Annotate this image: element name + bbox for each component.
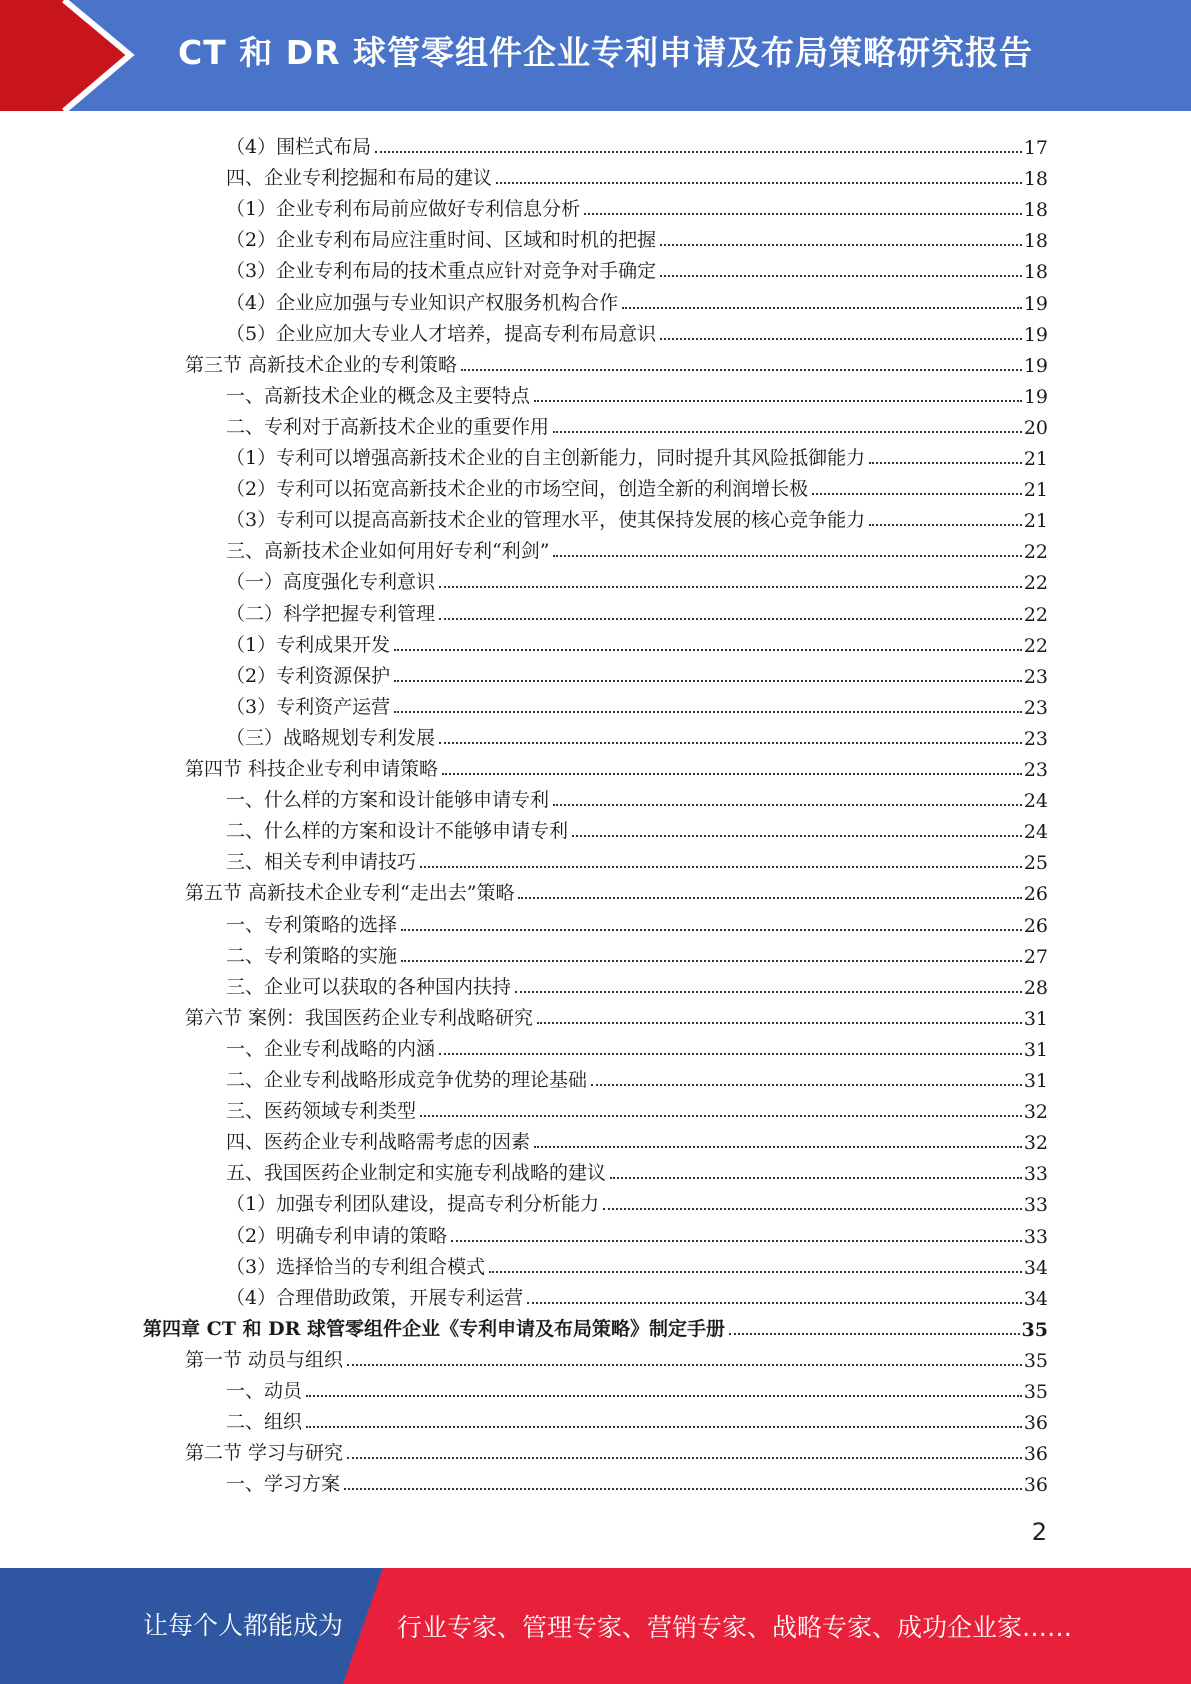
toc-entry-page: 25 [1023, 852, 1048, 875]
toc-entry[interactable] [226, 159, 1048, 190]
toc-dot-leader [729, 1333, 1020, 1335]
toc-entry[interactable] [226, 408, 1048, 439]
header-red-arrow-shape [0, 0, 150, 111]
toc-entry-title: （5）企业应加大专业人才培养，提高专利布局意识 [226, 322, 657, 345]
toc-entry[interactable] [226, 252, 1048, 283]
toc-entry[interactable] [226, 719, 1048, 750]
toc-entry[interactable] [226, 501, 1048, 532]
toc-entry[interactable] [226, 315, 1048, 346]
toc-entry-page: 34 [1023, 1287, 1048, 1310]
toc-entry-title: （3）专利资产运营 [226, 695, 391, 718]
toc-dot-leader [420, 866, 1022, 868]
toc-dot-leader [394, 711, 1022, 713]
toc-dot-leader [451, 1240, 1022, 1242]
page-footer [0, 1568, 1191, 1684]
toc-entry-title: （1）企业专利布局前应做好专利信息分析 [226, 198, 581, 221]
toc-entry-page: 33 [1023, 1163, 1048, 1186]
toc-entry[interactable] [226, 470, 1048, 501]
toc-entry-page: 19 [1023, 323, 1048, 346]
document-title: CT 和 DR 球管零组件企业专利申请及布局策略研究报告 [178, 33, 1033, 72]
toc-entry-page: 31 [1023, 1007, 1048, 1030]
toc-entry[interactable] [143, 1310, 1048, 1341]
toc-dot-leader [401, 960, 1022, 962]
toc-entry-page: 24 [1023, 790, 1048, 813]
toc-entry-page: 36 [1023, 1474, 1048, 1497]
toc-entry-page: 27 [1023, 945, 1048, 968]
toc-entry[interactable] [226, 781, 1048, 812]
toc-entry-title: （4）合理借助政策，开展专利运营 [226, 1286, 524, 1309]
toc-entry-title: （3）专利可以提高高新技术企业的管理水平，使其保持发展的核心竞争能力 [226, 509, 866, 532]
toc-entry-page: 17 [1023, 137, 1048, 159]
toc-dot-leader [496, 182, 1022, 184]
toc-dot-leader [394, 649, 1022, 651]
toc-dot-leader [603, 1208, 1022, 1210]
toc-entry-title: （3）企业专利布局的技术重点应针对竞争对手确定 [226, 260, 657, 283]
toc-entry-title: （1）专利成果开发 [226, 633, 391, 656]
toc-entry[interactable] [226, 1403, 1048, 1434]
toc-entry-title: （4）企业应加强与专业知识产权服务机构合作 [226, 291, 619, 314]
toc-entry-page: 33 [1023, 1225, 1048, 1248]
toc-entry-page: 21 [1023, 479, 1048, 502]
toc-dot-leader [527, 1302, 1022, 1304]
toc-entry-page: 23 [1023, 665, 1048, 688]
toc-entry-page: 36 [1023, 1412, 1048, 1435]
toc-dot-leader [660, 244, 1022, 246]
toc-entry[interactable] [226, 657, 1048, 688]
toc-entry-title: （2）企业专利布局应注重时间、区域和时机的把握 [226, 229, 657, 252]
toc-entry-page: 19 [1023, 292, 1048, 315]
toc-entry[interactable] [226, 595, 1048, 626]
page-header [0, 0, 1191, 111]
toc-entry-page: 32 [1023, 1101, 1048, 1124]
toc-entry-page: 22 [1023, 603, 1048, 626]
toc-dot-leader [869, 462, 1022, 464]
toc-entry-title: 二、专利策略的实施 [226, 944, 398, 967]
toc-entry-title: （2）专利可以拓宽高新技术企业的市场空间，创造全新的利润增长极 [226, 478, 809, 501]
toc-entry-title: （1）加强专利团队建设，提高专利分析能力 [226, 1193, 600, 1216]
toc-entry-page: 26 [1023, 914, 1048, 937]
toc-entry[interactable] [226, 1185, 1048, 1216]
toc-entry-title: 一、企业专利战略的内涵 [226, 1037, 436, 1060]
toc-entry-page: 23 [1023, 727, 1048, 750]
footer-slogan-right: 行业专家、管理专家、营销专家、战略专家、成功企业家…… [397, 1613, 1073, 1642]
toc-entry-page: 19 [1023, 354, 1048, 377]
toc-dot-leader [306, 1395, 1022, 1397]
toc-entry-title: 二、专利对于高新技术企业的重要作用 [226, 415, 550, 438]
toc-entry-title: 第一节 动员与组织 [185, 1348, 344, 1371]
toc-entry-title: 四、企业专利挖掘和布局的建议 [226, 167, 493, 190]
toc-dot-leader [572, 835, 1022, 837]
toc-dot-leader [439, 586, 1022, 588]
toc-entry[interactable] [226, 284, 1048, 315]
toc-dot-leader [347, 1364, 1022, 1366]
toc-entry-page: 34 [1023, 1256, 1048, 1279]
toc-entry[interactable] [226, 968, 1048, 999]
toc-dot-leader [553, 804, 1022, 806]
toc-dot-leader [401, 929, 1022, 931]
toc-dot-leader [660, 275, 1022, 277]
toc-entry-page: 23 [1023, 759, 1048, 781]
toc-entry[interactable] [226, 377, 1048, 408]
toc-entry[interactable] [226, 688, 1048, 719]
toc-entry-page: 36 [1023, 1443, 1048, 1466]
toc-entry[interactable] [226, 1217, 1048, 1248]
toc-entry-title: 四、医药企业专利战略需考虑的因素 [226, 1131, 531, 1154]
toc-dot-leader [534, 400, 1022, 402]
toc-dot-leader [306, 1426, 1022, 1428]
toc-entry-page: 35 [1023, 1381, 1048, 1403]
toc-entry-page: 18 [1023, 261, 1048, 284]
page-number: 2 [1031, 1518, 1047, 1546]
toc-entry[interactable] [226, 1372, 1048, 1403]
toc-entry-title: （3）选择恰当的专利组合模式 [226, 1255, 486, 1278]
toc-entry-page: 22 [1023, 634, 1048, 657]
toc-entry-title: 第五节 高新技术企业专利“走出去”策略 [185, 882, 515, 905]
toc-entry-page: 28 [1023, 976, 1048, 999]
toc-dot-leader [537, 1022, 1022, 1024]
toc-entry-title: 第三节 高新技术企业的专利策略 [185, 353, 458, 376]
toc-entry-page: 35 [1023, 1349, 1048, 1372]
toc-dot-leader [489, 1271, 1022, 1273]
toc-entry-title: 三、高新技术企业如何用好专利“利剑” [226, 540, 550, 563]
toc-entry-title: （1）专利可以增强高新技术企业的自主创新能力，同时提升其风险抵御能力 [226, 447, 866, 469]
toc-entry[interactable] [226, 128, 1048, 159]
toc-entry-title: 第二节 学习与研究 [185, 1442, 344, 1465]
toc-entry-title: 三、医药领域专利类型 [226, 1100, 417, 1123]
toc-entry-page: 21 [1023, 448, 1048, 470]
toc-entry[interactable] [185, 346, 1048, 377]
toc-entry-page: 23 [1023, 696, 1048, 719]
toc-entry[interactable] [226, 1061, 1048, 1092]
toc-dot-leader [622, 307, 1022, 309]
footer-slogan-left: 让每个人都能成为 [143, 1611, 344, 1640]
toc-dot-leader [420, 1115, 1022, 1117]
toc-entry-page: 22 [1023, 541, 1048, 564]
toc-entry-title: （2）专利资源保护 [226, 664, 391, 687]
toc-entry-title: （二）科学把握专利管理 [226, 602, 436, 625]
toc-entry-title: 二、什么样的方案和设计不能够申请专利 [226, 820, 569, 843]
toc-entry[interactable] [226, 812, 1048, 843]
toc-entry-page: 18 [1023, 230, 1048, 253]
toc-dot-leader [442, 773, 1022, 775]
toc-entry-page: 21 [1023, 510, 1048, 533]
toc-entry-page: 31 [1023, 1070, 1048, 1092]
toc-dot-leader [610, 1177, 1022, 1179]
toc-entry[interactable] [226, 1154, 1048, 1185]
toc-entry-page: 26 [1023, 883, 1048, 906]
toc-entry[interactable] [226, 221, 1048, 252]
toc-dot-leader [518, 897, 1021, 899]
toc-dot-leader [394, 680, 1022, 682]
toc-dot-leader [660, 338, 1022, 340]
toc-entry[interactable] [226, 937, 1048, 968]
toc-entry-page: 18 [1023, 168, 1048, 191]
toc-entry-title: 五、我国医药企业制定和实施专利战略的建议 [226, 1162, 607, 1185]
toc-entry-page: 32 [1023, 1132, 1048, 1155]
toc-entry-title: （一）高度强化专利意识 [226, 571, 436, 594]
toc-dot-leader [591, 1084, 1022, 1086]
toc-entry[interactable] [226, 190, 1048, 221]
toc-entry-title: 一、学习方案 [226, 1473, 341, 1496]
toc-entry[interactable] [226, 1279, 1048, 1310]
toc-dot-leader [439, 742, 1022, 744]
toc-entry-title: 第四节 科技企业专利申请策略 [185, 758, 439, 780]
toc-entry[interactable] [185, 1434, 1048, 1465]
toc-entry[interactable] [226, 439, 1048, 470]
toc-entry-title: 一、高新技术企业的概念及主要特点 [226, 384, 531, 407]
toc-dot-leader [439, 1053, 1022, 1055]
toc-entry-title: 一、动员 [226, 1380, 303, 1402]
toc-entry[interactable] [226, 1030, 1048, 1061]
toc-dot-leader [461, 369, 1022, 371]
toc-dot-leader [439, 618, 1022, 620]
toc-entry[interactable] [226, 563, 1048, 594]
toc-entry-title: 三、企业可以获取的各种国内扶持 [226, 975, 512, 998]
toc-entry-page: 24 [1023, 821, 1048, 844]
toc-entry-page: 33 [1023, 1194, 1048, 1217]
toc-dot-leader [347, 1457, 1022, 1459]
toc-entry[interactable] [226, 1248, 1048, 1279]
toc-entry-page: 22 [1023, 572, 1048, 595]
toc-entry[interactable] [226, 1465, 1048, 1496]
toc-dot-leader [534, 1146, 1022, 1148]
toc-entry-title: 一、专利策略的选择 [226, 913, 398, 936]
toc-entry[interactable] [185, 874, 1048, 905]
toc-entry-title: 一、什么样的方案和设计能够申请专利 [226, 789, 550, 812]
toc-dot-leader [584, 213, 1022, 215]
toc-entry-title: 二、企业专利战略形成竞争优势的理论基础 [226, 1069, 588, 1091]
toc-entry-title: 第六节 案例：我国医药企业专利战略研究 [185, 1006, 534, 1029]
toc-entry[interactable] [185, 1341, 1048, 1372]
toc-entry-title: 二、组织 [226, 1411, 303, 1434]
toc-entry[interactable] [185, 750, 1048, 781]
toc-entry-page: 35 [1021, 1318, 1048, 1341]
toc-entry-title: 三、相关专利申请技巧 [226, 851, 417, 874]
toc-entry-page: 31 [1023, 1038, 1048, 1061]
toc-entry-title: （三）战略规划专利发展 [226, 726, 436, 749]
toc-entry[interactable] [226, 626, 1048, 657]
toc-entry-page: 18 [1023, 199, 1048, 222]
toc-entry-page: 19 [1023, 385, 1048, 408]
toc-entry-title: （4）围栏式布局 [226, 136, 372, 158]
toc-entry[interactable] [226, 1092, 1048, 1123]
toc-entry-page: 20 [1023, 416, 1048, 439]
toc-entry-title: 第四章 CT 和 DR 球管零组件企业《专利申请及布局策略》制定手册 [143, 1317, 725, 1340]
toc-dot-leader [553, 555, 1021, 557]
toc-dot-leader [869, 524, 1022, 526]
toc-entry[interactable] [226, 843, 1048, 874]
toc-dot-leader [375, 151, 1022, 153]
toc-dot-leader [553, 431, 1022, 433]
toc-entry[interactable] [185, 999, 1048, 1030]
toc-entry[interactable] [226, 1123, 1048, 1154]
toc-entry-title: （2）明确专利申请的策略 [226, 1224, 448, 1247]
toc-dot-leader [515, 991, 1022, 993]
toc-dot-leader [344, 1488, 1022, 1490]
toc-entry[interactable] [226, 906, 1048, 937]
toc-entry[interactable] [226, 532, 1048, 563]
toc-dot-leader [812, 493, 1022, 495]
